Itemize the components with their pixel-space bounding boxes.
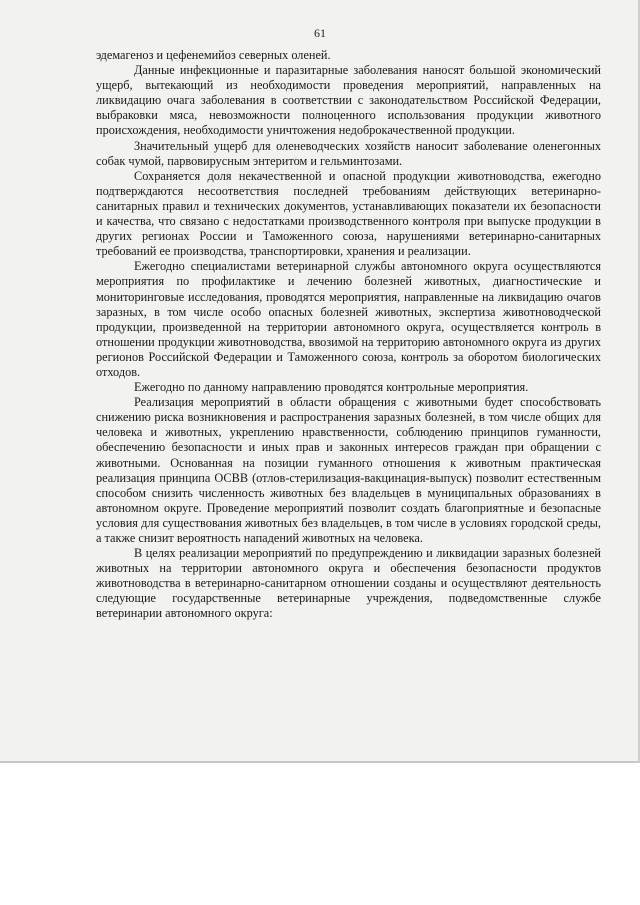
- paragraph: эдемагеноз и цефенемийоз северных оленей.: [96, 48, 331, 62]
- page-body: [96, 48, 601, 622]
- paragraph: Реализация мероприятий в области обращения с животными будет способствовать снижению риска возникновения и распространения заразных болезней, в том числе общих для человека и животных, укреплению нравственности, соблюдению принципов гуманности, обеспечению безопасности и иных прав и законных интересов граждан при обращении с животными. Основанная на позиции гуманного отношения к животным практическая реализация принципа ОСВВ (отлов-стерилизация-вакцинация-выпуск) позволит естественным способом снизить численность животных без владельцев в муниципальных образованиях в автономном округе. Проведение мероприятий позволит создать благоприятные и безопасные условия для существования животных без владельцев, в том числе в условиях городской среды, а также снизит вероятность нападений животных на человека.: [96, 395, 601, 545]
- paragraph: В целях реализации мероприятий по предупреждению и ликвидации заразных болезней животных на территории автономного округа и обеспечения безопасности продуктов животноводства в ветеринарно-санитарном отношении созданы и осуществляют деятельность следующие государственные ветеринарные учреждения, подведомственные службе ветеринарии автономного округа:: [96, 546, 601, 621]
- paragraph: Ежегодно по данному направлению проводятся контрольные мероприятия.: [134, 380, 529, 395]
- paragraph: Ежегодно специалистами ветеринарной службы автономного округа осуществляются мероприятия по профилактике и лечению болезней животных, диагностические и мониторинговые исследования, проводятся мероприятия, направленные на ликвидацию очагов заразных, в том числе особо опасных болезней животных, экспертиза животноводческой продукции, произведенной на территории автономного округа, осуществляется контроль в отношении продукции животноводства, ввозимой на территорию автономного округа из других регионов Российской Федерации и Таможенного союза, контроль за оборотом биологических отходов.: [96, 259, 601, 379]
- paragraph: Сохраняется доля некачественной и опасной продукции животноводства, ежегодно подтверждаются несоответствия последней требованиям действующих ветеринарно-санитарных правил и технических документов, устанавливающих показатели их безопасности и качества, что связано с недостатками производственного контроля при выпуске продукции в других регионах России и Таможенного союза, нарушениями ветеринарно-санитарных требований ее производства, транспортировки, хранения и реализации.: [96, 168, 601, 259]
- page-number: 61: [314, 26, 326, 40]
- paragraph: Значительный ущерб для оленеводческих хозяйств наносит заболевание оленегонных собак чумой, парвовирусным энтеритом и гельминтозами.: [96, 138, 601, 168]
- paragraph: Данные инфекционные и паразитарные заболевания наносят большой экономический ущерб, вытекающий из необходимости проведения мероприятий, направленных на ликвидацию очага заболевания в соответствии с законодательством Российской Федерации, выбраковки мяса, невозможности полноценного использования продукции животного происхождения, необходимости уничтожения недоброкачественной продукции.: [96, 63, 601, 138]
